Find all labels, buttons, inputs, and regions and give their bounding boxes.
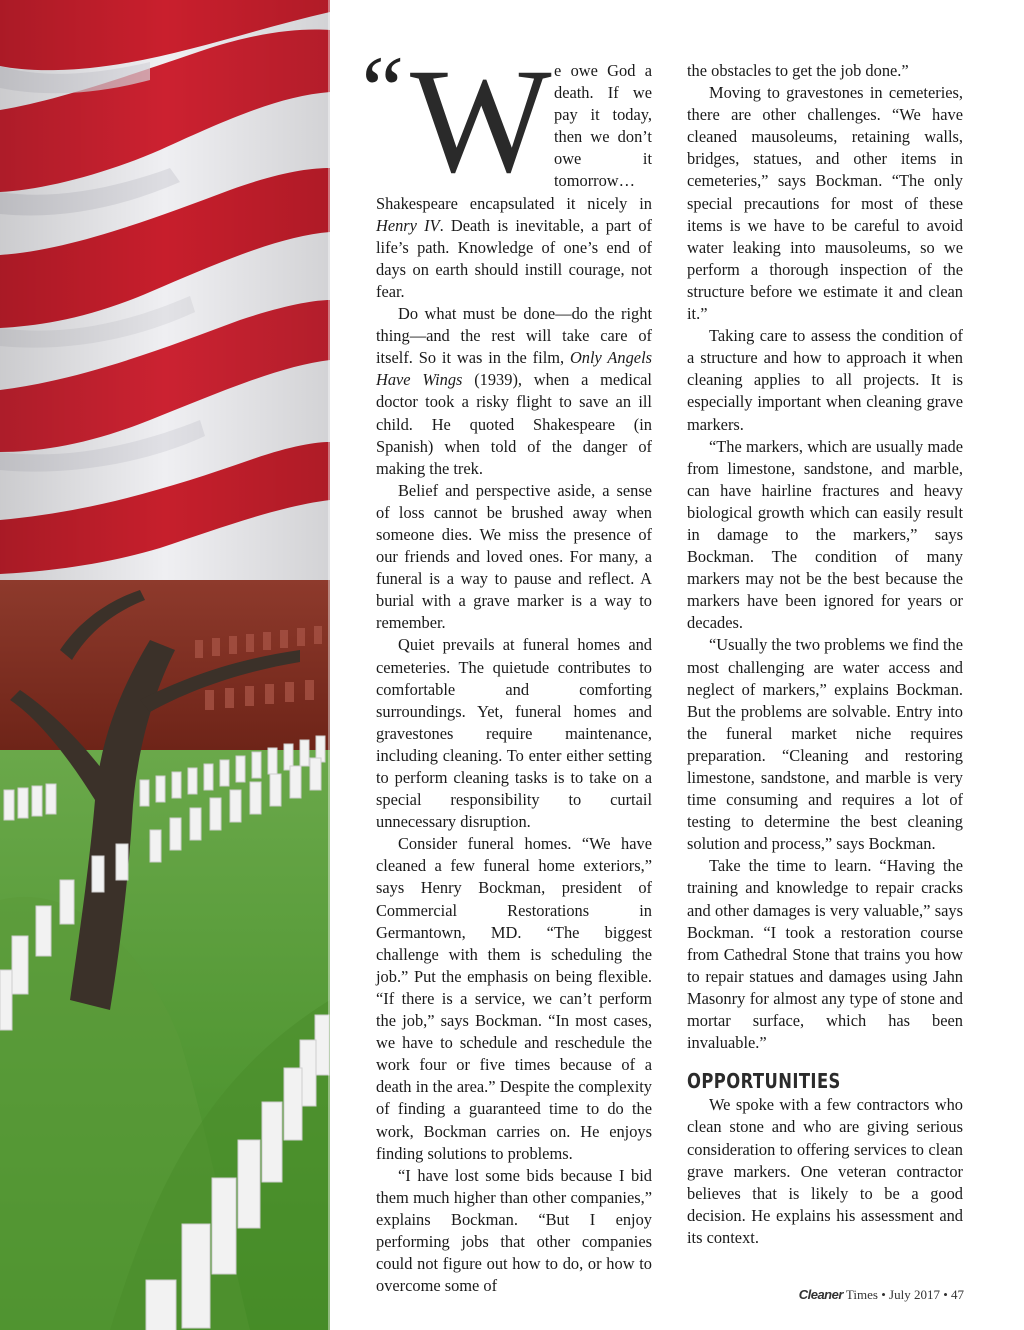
article-paragraph: Belief and perspective aside, a sense of loss cannot be brushed away when someone dies. We miss the presence of our friends and loved ones. For many, a funeral is a way to pause and reflect. A burial with a grave marker is a way to remember. xyxy=(376,480,652,633)
article-paragraph: Consider funeral homes. “We have cleaned a few funeral home exteriors,” says Henry Bockman, president of Commercial Restorations in Germantown, MD. “The biggest challenge with them is scheduling the job.” Put the emphasis on being flexible. “If there is a service, we can’t perform the job,” says Bockman. “In most cases, we have to schedule and reschedule the work four or five times because of a death in the area.” Despite the complexity of finding a guaranteed time to do the work, Bockman carries on. He enjoys finding solutions to problems. xyxy=(376,834,652,1163)
film-title: Only Angels Have Wings xyxy=(376,348,652,390)
drop-cap-letter: W xyxy=(410,38,548,204)
lead-text-end: . Death is inevitable, a part of life’s path. Knowledge of one’s end of days on earth should instill courage, not fear. xyxy=(376,215,653,301)
drop-cap-quote: “ xyxy=(352,36,406,143)
flag-and-cemetery-photo xyxy=(0,0,330,1330)
article-paragraph: Quiet prevails at funeral homes and cemeteries. The quietude contributes to comfortable and comforting surroundings. Yet, funeral homes and gravestones require maintenance, including cleaning. To enter either setting to perform cleaning tasks is to take on a special responsibility to curtail unnecessary disruption. xyxy=(376,635,652,832)
article-column-1 xyxy=(352,36,653,1297)
article-paragraph: “Usually the two problems we find the most challenging are water access and neglect of markers,” explains Bockman. But the problems are solvable. Entry into the funeral market niche requires preparation. “Cleaning and restoring limestone, sandstone, and marble is very time consuming and requires a lot of testing to determine the best cleaning solution and process,” says Bockman. xyxy=(687,635,963,854)
lead-text-start: e owe God a death. If we pay it today, then we don’t owe it tomorrow… Shakespeare encapsulated it nicely in xyxy=(376,61,652,213)
paragraph-text-end: (1939), when a medical doctor took a risky flight to save an ill child. He quoted Shakespeare (in Spanish) when told of the danger of making the trek. xyxy=(376,370,652,478)
article-paragraph: Taking care to assess the condition of a structure and how to approach it when cleaning applies to all projects. It is especially important when cleaning grave markers. xyxy=(687,326,963,434)
article-paragraph-continued: the obstacles to get the job done.” xyxy=(687,61,909,80)
folio-text: Times • July 2017 • 47 xyxy=(842,1287,964,1302)
article-paragraph: “I have lost some bids because I bid them much higher than other companies,” explains Bockman. “But I enjoy performing jobs that other companies could not figure out how to do, or how to overcome some of xyxy=(376,1165,652,1296)
photo-illustration xyxy=(0,0,330,1330)
section-heading: OPPORTUNITIES xyxy=(687,1069,841,1094)
page-folio xyxy=(799,1287,964,1303)
article-lead-paragraph xyxy=(352,36,653,303)
article-paragraph: “The markers, which are usually made from limestone, sandstone, and marble, can have hairline fractures and heavy biological growth which can easily result in damage to the markers,” says Bockman. The condition of many markers may not be the best because the markers have been ignored for years or decades. xyxy=(687,436,963,633)
article-paragraph: We spoke with a few contractors who clean stone and who are giving serious consideration to offering services to clean grave markers. One veteran contractor believes that is likely to be a good decision. He explains his assessment and its context. xyxy=(687,1095,963,1247)
article-paragraph xyxy=(376,303,652,480)
article-paragraph: Take the time to learn. “Having the training and knowledge to repair cracks and other damages is very valuable,” says Bockman. “I took a restoration course from Cathedral Stone that trains you how to repair statues and damages using Jahn Masonry for almost any type of stone and mortar surface, which has been invaluable.” xyxy=(687,856,963,1053)
paragraph-text-start: Do what must be done—do the right thing—and the rest will take care of itself. So it was in the film, xyxy=(376,304,652,368)
lead-text-italic: Henry IV xyxy=(376,215,440,235)
article-paragraph: Moving to gravestones in cemeteries, there are other challenges. “We have cleaned mausoleums, retaining walls, bridges, statues, and other items in cemeteries,” says Bockman. “The only special precautions for most of these items is we have to be careful to avoid water leaking into mausoleums, so we perform a thorough inspection of the structure before we estimate it and clean it.” xyxy=(687,83,963,324)
magazine-brand: Cleaner xyxy=(798,1287,843,1302)
article-column-2 xyxy=(687,60,963,1249)
